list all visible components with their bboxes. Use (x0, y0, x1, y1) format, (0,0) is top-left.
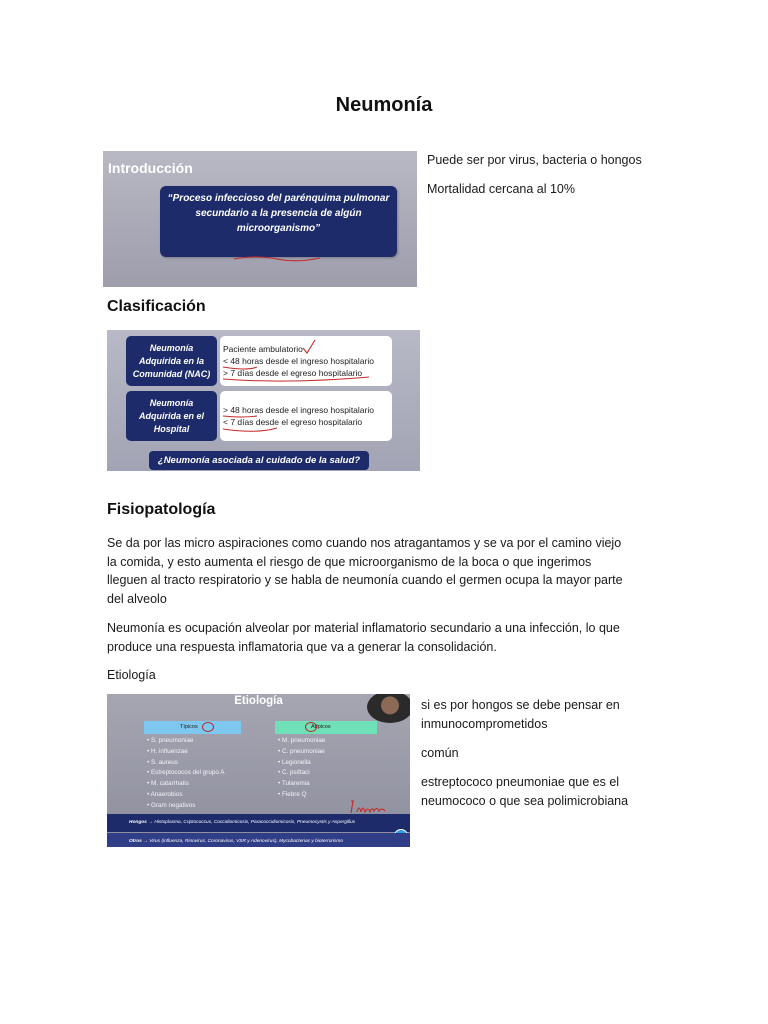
etiology-slide-image (107, 694, 410, 847)
text-line: la comida, y esto aumenta el riesgo de que microorganismo de la boca o que ingerimos (107, 554, 592, 569)
text-line: común (421, 746, 459, 760)
organism-item: • S. aureus (147, 758, 224, 769)
category-line: Neumonía (149, 397, 194, 408)
criteria-item: Paciente ambulatorio (223, 344, 303, 354)
text-line: inmunocomprometidos (421, 716, 548, 731)
text-line: del alveolo (107, 591, 167, 606)
otros-label: Otros → (129, 839, 148, 844)
quote-line: “Proceso infeccioso del parénquima pulmonar (167, 193, 390, 204)
organism-item: • Fiebre Q (278, 790, 325, 801)
criteria-item: < 48 horas desde el ingreso hospitalario (223, 356, 374, 366)
category-line: Hospital (153, 423, 190, 434)
red-underline-annotation (232, 253, 322, 263)
hongos-text: Histoplasma, Criptococcus, Coccidiomicosis, Paracoccidiomicosis, Pneumocystis y Aspergillus (154, 820, 356, 825)
category-line: Adquirida en el (138, 410, 204, 421)
typical-organism-list (147, 736, 224, 812)
organism-item: • Gram negativos (147, 801, 224, 812)
organism-item: • Anaerobios (147, 790, 224, 801)
intro-slide-image (103, 151, 417, 287)
red-handwritten-annotations (107, 330, 420, 471)
text-line: estreptococo pneumoniae que es el (421, 775, 620, 789)
criteria-item: > 7 días desde el egreso hospitalario (223, 368, 363, 378)
classification-slide-image (107, 330, 420, 471)
text-line: produce una respuesta inflamatoria que va a generar la consolidación. (107, 639, 497, 654)
organism-item: • M. catarrhalis (147, 779, 224, 790)
question-bar: ¿Neumonía asociada al cuidado de la salud? (149, 451, 369, 470)
hongos-bar (107, 814, 410, 832)
otros-text: Virus (influenza, Rinovirus, Coronavirus, VSR y Adenovirus), Mycobacterias y bioterrorismo (149, 839, 344, 844)
etiology-slide-title: Etiología (234, 695, 283, 707)
organism-item: • Estreptococos del grupo A (147, 768, 224, 779)
typical-column-header (144, 721, 241, 734)
criteria-item: > 48 horas desde el ingreso hospitalario (223, 405, 374, 415)
text-line: Se da por las micro aspiraciones como cuando nos atragantamos y se va por el camino viejo (107, 536, 622, 550)
quote-line: secundario a la presencia de algún (195, 208, 362, 219)
text-line: Neumonía es ocupación alveolar por material inflamatorio secundario a una infección, lo que (107, 621, 620, 635)
organism-item: • C. pneumoniae (278, 747, 325, 758)
organism-item: • C. psittaci (278, 768, 325, 779)
intro-slide-title: Introducción (108, 160, 193, 176)
organism-item: • H. influenzae (147, 747, 224, 758)
text-line: lleguen al tracto respiratorio y se habla de neumonía cuando el germen ocupa la mayor parte (107, 573, 623, 587)
red-circle-annotation (305, 722, 317, 732)
quote-line: microorganismo” (236, 223, 321, 234)
category-line: Adquirida en la (138, 355, 204, 366)
organism-item: • S. pneumoniae (147, 736, 224, 747)
criteria-item: < 7 días desde el egreso hospitalario (223, 417, 363, 427)
page-title: Neumonía (335, 94, 433, 116)
text-line: si es por hongos se debe pensar en (421, 698, 620, 712)
paragraph (107, 619, 677, 656)
etiology-note (421, 696, 620, 733)
intro-note: Mortalidad cercana al 10% (427, 182, 575, 196)
etiologia-label: Etiología (107, 668, 156, 682)
etiology-note (421, 744, 459, 763)
organism-item: • Tularemia (278, 779, 325, 790)
category-line: Comunidad (NAC) (132, 368, 211, 379)
section-heading-clasificacion: Clasificación (107, 298, 206, 315)
organism-item: • Legionella (278, 758, 325, 769)
hongos-label: Hongos → (129, 820, 153, 825)
organism-item: • M. pneumoniae (278, 736, 325, 747)
text-line: neumococo o que sea polimicrobiana (421, 793, 629, 808)
section-heading-fisiopatologia: Fisiopatología (107, 501, 216, 518)
typical-header-label: Típicos (180, 724, 198, 730)
otros-bar (107, 833, 410, 847)
atypical-header-label: Atípicos (311, 724, 331, 730)
paragraph (107, 534, 677, 608)
definition-quote-box (160, 186, 397, 257)
etiology-note (421, 773, 628, 810)
presenter-avatar (367, 694, 410, 723)
atypical-column-header (275, 721, 377, 734)
intro-note: Puede ser por virus, bacteria o hongos (427, 153, 642, 167)
red-circle-annotation (202, 722, 214, 732)
atypical-organism-list (278, 736, 325, 801)
category-line: Neumonía (149, 342, 194, 353)
